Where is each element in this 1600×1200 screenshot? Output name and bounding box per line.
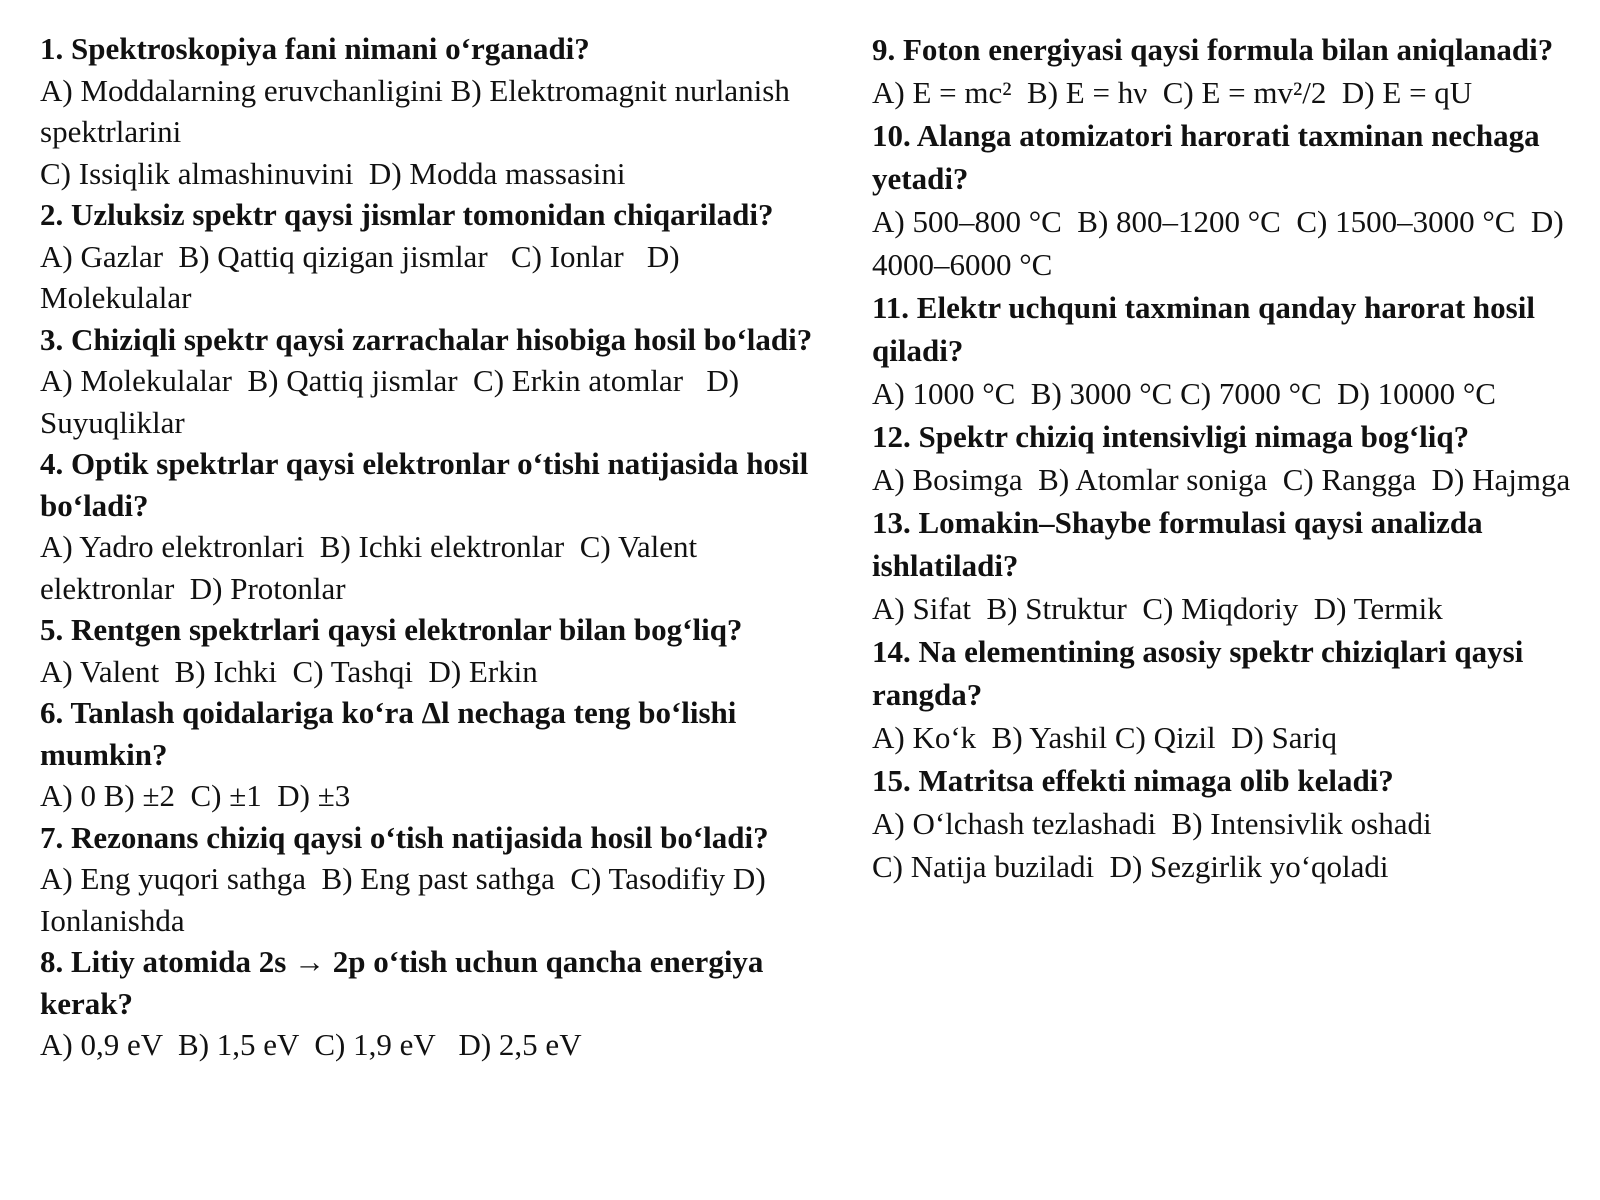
question-options: A) Oʻlchash tezlashadi B) Intensivlik oshadi C) Natija buziladi D) Sezgirlik yoʻqoladi (872, 806, 1432, 884)
question-title: 5. Rentgen spektrlari qaysi elektronlar bilan bogʻliq? (40, 612, 743, 647)
question-2 (40, 194, 830, 319)
question-options: A) 500–800 °C B) 800–1200 °C C) 1500–3000 °C D) 4000–6000 °C (872, 204, 1572, 282)
question-9 (872, 28, 1572, 114)
question-title: 11. Elektr uchquni taxminan qanday harorat hosil qiladi? (872, 290, 1535, 368)
question-10 (872, 114, 1572, 286)
question-title: 2. Uzluksiz spektr qaysi jismlar tomonidan chiqariladi? (40, 197, 774, 232)
question-8 (40, 941, 830, 1066)
question-title: 15. Matritsa effekti nimaga olib keladi? (872, 763, 1394, 798)
left-column (40, 28, 830, 1066)
question-7 (40, 817, 830, 942)
question-title: 1. Spektroskopiya fani nimani oʻrganadi? (40, 31, 590, 66)
question-title: 12. Spektr chiziq intensivligi nimaga bogʻliq? (872, 419, 1470, 454)
question-title: 9. Foton energiyasi qaysi formula bilan aniqlanadi? (872, 32, 1554, 67)
question-options: A) Koʻk B) Yashil C) Qizil D) Sariq (872, 720, 1337, 755)
question-title: 14. Na elementining asosiy spektr chiziqlari qaysi rangda? (872, 634, 1524, 712)
question-5 (40, 609, 830, 692)
question-title: 10. Alanga atomizatori harorati taxminan nechaga yetadi? (872, 118, 1540, 196)
question-14 (872, 630, 1572, 759)
question-options: A) Valent B) Ichki C) Tashqi D) Erkin (40, 653, 538, 689)
question-options: A) Yadro elektronlari B) Ichki elektronlar C) Valent elektronlar D) Protonlar (40, 529, 705, 606)
question-options: A) 0,9 eV B) 1,5 eV C) 1,9 eV D) 2,5 eV (40, 1027, 582, 1062)
question-1 (40, 28, 830, 194)
question-title: 8. Litiy atomida 2s → 2p oʻtish uchun qancha energiya kerak? (40, 944, 764, 1021)
question-6 (40, 692, 830, 817)
question-title: 4. Optik spektrlar qaysi elektronlar oʻtishi natijasida hosil boʻladi? (40, 446, 809, 523)
question-13 (872, 501, 1572, 630)
question-options: A) Moddalarning eruvchanligini B) Elektromagnit nurlanish spektrlarini C) Issiqlik almashinuvini D) Modda massasini (40, 72, 790, 191)
question-title: 3. Chiziqli spektr qaysi zarrachalar hisobiga hosil boʻladi? (40, 321, 813, 357)
question-title: 13. Lomakin–Shaybe formulasi qaysi analizda ishlatiladi? (872, 505, 1483, 583)
question-12 (872, 415, 1572, 501)
question-15 (872, 759, 1572, 888)
question-options: A) Molekulalar B) Qattiq jismlar C) Erkin atomlar D) Suyuqliklar (40, 363, 747, 440)
question-options: A) Sifat B) Struktur C) Miqdoriy D) Termik (872, 591, 1443, 626)
question-11 (872, 286, 1572, 415)
question-3 (40, 319, 830, 444)
question-options: A) Eng yuqori sathga B) Eng past sathga C) Tasodifiy D) Ionlanishda (40, 861, 774, 938)
question-options: A) 1000 °C B) 3000 °C C) 7000 °C D) 10000 °C (872, 376, 1496, 411)
question-options: A) Gazlar B) Qattiq qizigan jismlar C) Ionlar D) Molekulalar (40, 238, 688, 315)
question-title: 6. Tanlash qoidalariga koʻra Δl nechaga teng boʻlishi mumkin? (40, 695, 737, 772)
question-title: 7. Rezonans chiziq qaysi oʻtish natijasida hosil boʻladi? (40, 819, 769, 855)
question-4 (40, 443, 830, 609)
right-column (872, 28, 1572, 888)
question-options: A) 0 B) ±2 C) ±1 D) ±3 (40, 778, 351, 813)
question-options: A) Bosimga B) Atomlar soniga C) Rangga D) Hajmga (872, 462, 1571, 497)
question-options: A) E = mc² B) E = hν C) E = mv²/2 D) E = qU (872, 75, 1473, 110)
